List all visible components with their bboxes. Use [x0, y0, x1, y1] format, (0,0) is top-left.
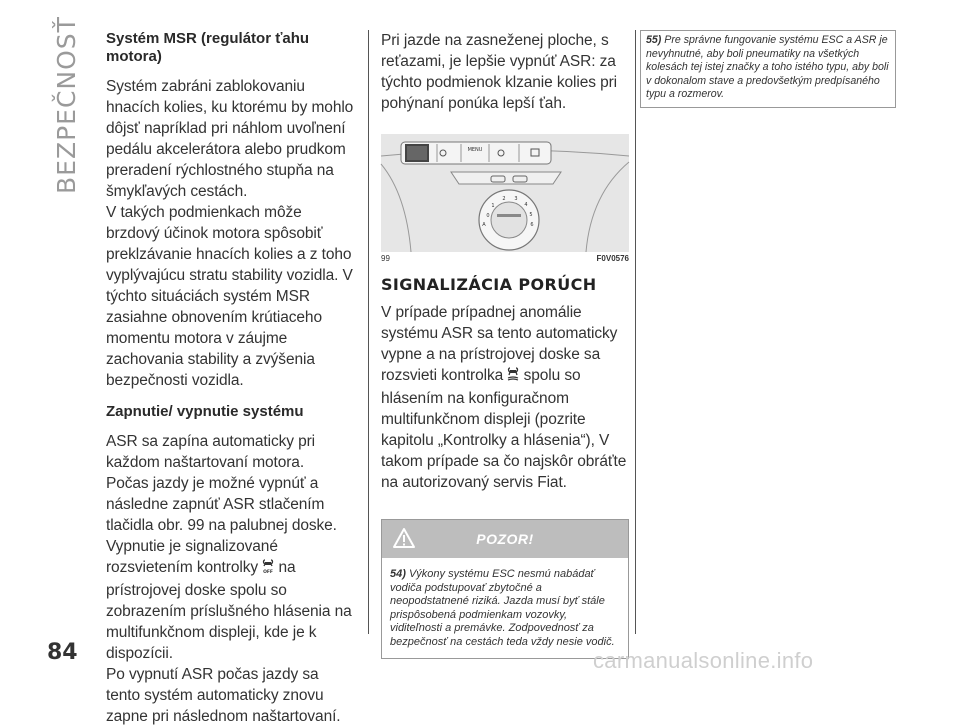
- svg-text:5: 5: [529, 212, 533, 218]
- paragraph: ASR sa zapína automaticky pri každom naštartovaní motora.: [106, 433, 316, 471]
- figure-caption: [381, 254, 629, 263]
- svg-text:OFF: OFF: [263, 570, 274, 575]
- note-ref: 55): [646, 34, 662, 46]
- note-text: Pre správne fungovanie systému ESC a ASR je nevyhnutné, aby boli pneumatiky na všetkých kolesách tej istej značky a toho istého typu, aby boli v dokonalom stave a predovšetkým predpísaného typu a rozmerov.: [646, 34, 889, 101]
- column-divider: [368, 30, 369, 634]
- warning-header: [382, 520, 628, 558]
- svg-text:3: 3: [514, 196, 518, 202]
- warning-triangle-icon: [392, 527, 416, 554]
- text-fragment: V prípade prípadnej anomálie systému ASR sa tento automaticky vypne a na prístrojovej doske sa rozsvieti kontrolka: [381, 304, 618, 384]
- paragraph: Po vypnutí ASR počas jazdy sa tento systém automaticky znovu zapne pri následnom naštartovaní.: [106, 666, 341, 725]
- warning-ref: 54): [390, 568, 406, 580]
- page-number: 84: [47, 640, 78, 665]
- svg-text:6: 6: [530, 222, 534, 228]
- column-right: [640, 30, 896, 108]
- paragraph: Pri jazde na zasneženej ploche, s reťazami, je lepšie vypnúť ASR: za týchto podmienok klzanie kolies pri pohýnaní ponúka lepší ťah.: [381, 32, 618, 112]
- figure-menu-label: MENU: [467, 147, 483, 153]
- heading-toggle: Zapnutie/ vypnutie systému: [106, 403, 304, 420]
- svg-text:2: 2: [502, 196, 506, 202]
- column-divider: [635, 30, 636, 634]
- svg-text:0: 0: [486, 213, 490, 219]
- figure-code: F0V0576: [596, 254, 629, 263]
- text-fragment: na prístrojovej doske spolu so zobrazením príslušného hlásenia na multifunkčnom displeji, kde je k dispozícii.: [106, 559, 352, 662]
- paragraph: Systém zabráni zablokovaniu hnacích kolies, ku ktorému by mohlo dôjsť napríklad pri náhlom uvoľnení pedálu akcelerátora alebo prudkom preradení rýchlostného stupňa na šmykľavých cestách.: [106, 78, 354, 200]
- asr-failure-warning-icon: [507, 367, 519, 388]
- warning-box: [381, 519, 629, 659]
- section-side-title: BEZPEČNOSŤ: [52, 16, 81, 194]
- warning-text: [382, 558, 628, 658]
- svg-text:4: 4: [524, 202, 528, 208]
- column-middle: [381, 30, 629, 659]
- column-left: [106, 30, 356, 727]
- dashboard-figure: [381, 134, 629, 252]
- paragraph: [106, 536, 356, 664]
- svg-text:A: A: [482, 222, 486, 228]
- paragraph: [381, 302, 629, 493]
- svg-text:1: 1: [491, 203, 495, 209]
- paragraph: V takých podmienkach môže brzdový účinok motora spôsobiť preklzávanie hnacích kolies a z toho vyplývajúcu stratu stability vozidla. V týchto situáciách systém MSR zasiahne obnovením krútiaceho momentu motora v záujme zachovania stability a zvýšenia bezpečnosti vozidla.: [106, 204, 353, 389]
- warning-title: POZOR!: [476, 531, 534, 547]
- asr-off-warning-icon: [262, 559, 274, 580]
- note-box: [640, 30, 896, 108]
- warning-body: Výkony systému ESC nesmú nabádať vodiča podstupovať zbytočné a neopodstatnené riziká. Jazda musí byť stále prispôsobená podmienkam vozovky, viditeľnosti a premávke. Zodpovednosť za bezpečnosť na cestách teda vždy nesie vodič.: [390, 568, 615, 648]
- section-heading: SIGNALIZÁCIA PORÚCH: [381, 275, 597, 294]
- text-fragment: spolu so hlásením na konfiguračnom multifunkčnom displeji (pozrite kapitolu „Kontrolky a hlásenia“), V takom prípade sa čo najskôr obráťte na autorizovaný servis Fiat.: [381, 367, 627, 491]
- heading-msr: Systém MSR (regulátor ťahu motora): [106, 30, 310, 65]
- text-fragment: Vypnutie je signalizované rozsvietením kontrolky: [106, 538, 278, 576]
- watermark-text: carmanualsonline.info: [593, 648, 814, 673]
- figure-number: 99: [381, 254, 390, 263]
- paragraph: Počas jazdy je možné vypnúť a následne zapnúť ASR stlačením tlačidla obr. 99 na palubnej doske.: [106, 475, 337, 534]
